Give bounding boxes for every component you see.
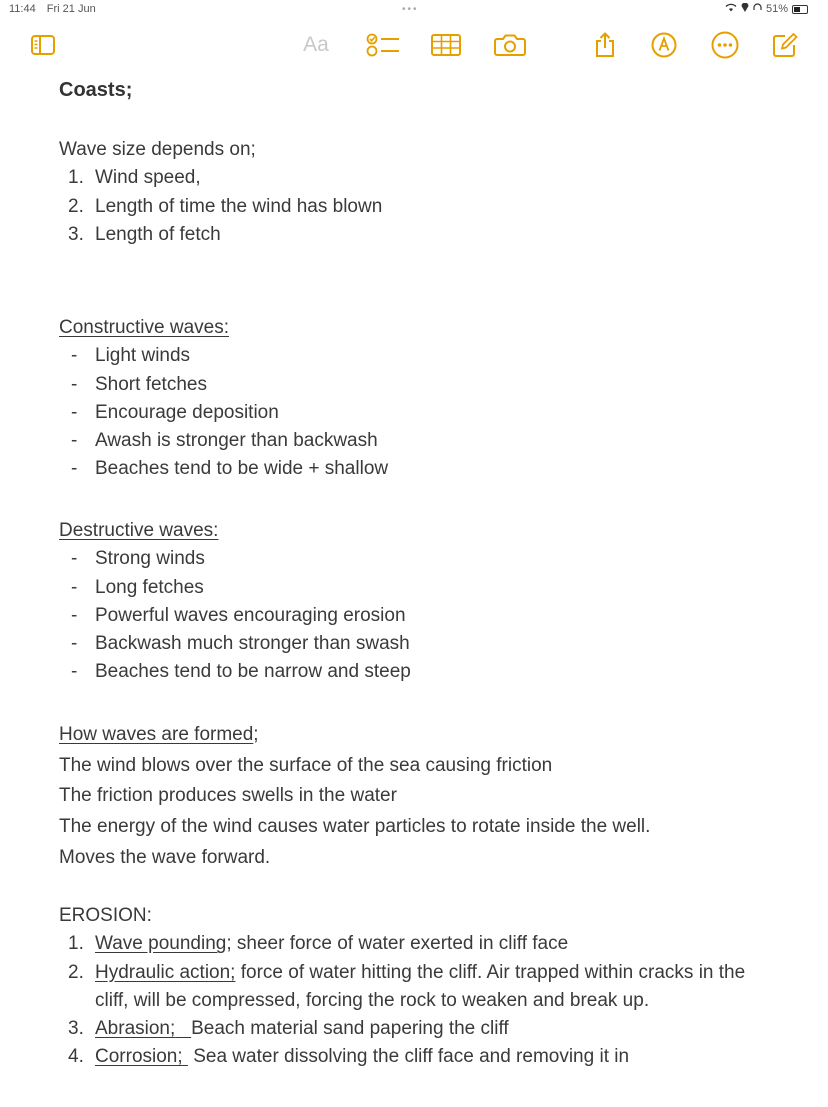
share-icon (594, 32, 616, 58)
battery-icon (792, 5, 808, 14)
list-item: 3. Length of fetch (68, 223, 221, 245)
erosion-term: Abrasion; (95, 1018, 176, 1040)
headphones-icon (753, 3, 762, 15)
wave-size-section (59, 136, 382, 249)
status-time: 11:44 (9, 3, 36, 15)
list-item: 3. Abrasion; Beach material sand papering the cliff (68, 1018, 509, 1040)
erosion-heading: EROSION: (59, 905, 152, 926)
markup-icon (651, 32, 677, 58)
formation-heading: How waves are formed; (59, 724, 259, 745)
more-icon (711, 31, 739, 59)
wave-size-heading: Wave size depends on; (59, 139, 256, 160)
formation-line: Moves the wave forward. (59, 846, 271, 868)
share-button[interactable] (593, 32, 617, 58)
constructive-list (59, 342, 388, 483)
camera-button[interactable] (494, 32, 526, 58)
sidebar-icon (31, 35, 55, 55)
list-item: 1. Wind speed, (68, 167, 201, 189)
list-item: - Strong winds (71, 548, 205, 570)
erosion-term: Corrosion; (95, 1046, 183, 1068)
destructive-heading: Destructive waves: (59, 520, 219, 541)
list-item: - Awash is stronger than backwash (71, 430, 378, 452)
compose-icon (772, 32, 798, 58)
destructive-section (59, 517, 411, 687)
camera-icon (494, 33, 526, 57)
list-item: 2. Length of time the wind has blown (68, 195, 383, 217)
constructive-heading: Constructive waves: (59, 317, 230, 338)
more-button[interactable] (711, 32, 739, 58)
list-item: - Beaches tend to be wide + shallow (71, 458, 389, 480)
constructive-section (59, 314, 388, 484)
location-icon (741, 3, 749, 15)
list-item: - Encourage deposition (71, 401, 279, 423)
checklist-icon (366, 32, 400, 58)
format-button[interactable]: Aa (303, 33, 329, 56)
wifi-icon (725, 3, 737, 15)
list-item: 2. Hydraulic action; force of water hitting the cliff. Air trapped within cracks in the cliff, will be compressed, forcing the rock to weaken and break up. (68, 961, 746, 1011)
status-date: Fri 21 Jun (46, 3, 96, 15)
note-title: Coasts; (59, 79, 133, 101)
table-button[interactable] (431, 32, 461, 58)
erosion-list (59, 930, 760, 1071)
erosion-section (59, 902, 760, 1072)
list-item: - Powerful waves encouraging erosion (71, 604, 406, 626)
erosion-term: Hydraulic action; (95, 961, 236, 983)
multitasking-dots[interactable]: ••• (402, 4, 419, 15)
compose-button[interactable] (772, 32, 798, 58)
sidebar-toggle-button[interactable] (30, 32, 56, 58)
table-icon (431, 33, 461, 57)
list-item: - Beaches tend to be narrow and steep (71, 661, 411, 683)
formation-line: The friction produces swells in the water (59, 785, 397, 807)
formation-section (59, 720, 650, 874)
battery-percent: 51% (765, 3, 788, 15)
formation-line: The energy of the wind causes water particles to rotate inside the well. (59, 816, 651, 838)
list-item: - Backwash much stronger than swash (71, 633, 410, 655)
checklist-button[interactable] (366, 32, 400, 58)
list-item: - Long fetches (71, 576, 204, 598)
list-item: - Light winds (71, 345, 191, 367)
list-item: 4. Corrosion; Sea water dissolving the cliff face and removing it in (68, 1046, 630, 1068)
list-item: - Short fetches (71, 373, 207, 395)
markup-button[interactable] (651, 32, 677, 58)
list-item: 1. Wave pounding; sheer force of water exerted in cliff face (68, 933, 569, 955)
erosion-term: Wave pounding (95, 933, 227, 955)
wave-size-list (59, 164, 382, 249)
status-bar (0, 0, 828, 20)
destructive-list (59, 545, 411, 686)
notes-toolbar (0, 26, 828, 66)
formation-line: The wind blows over the surface of the sea causing friction (59, 754, 553, 776)
